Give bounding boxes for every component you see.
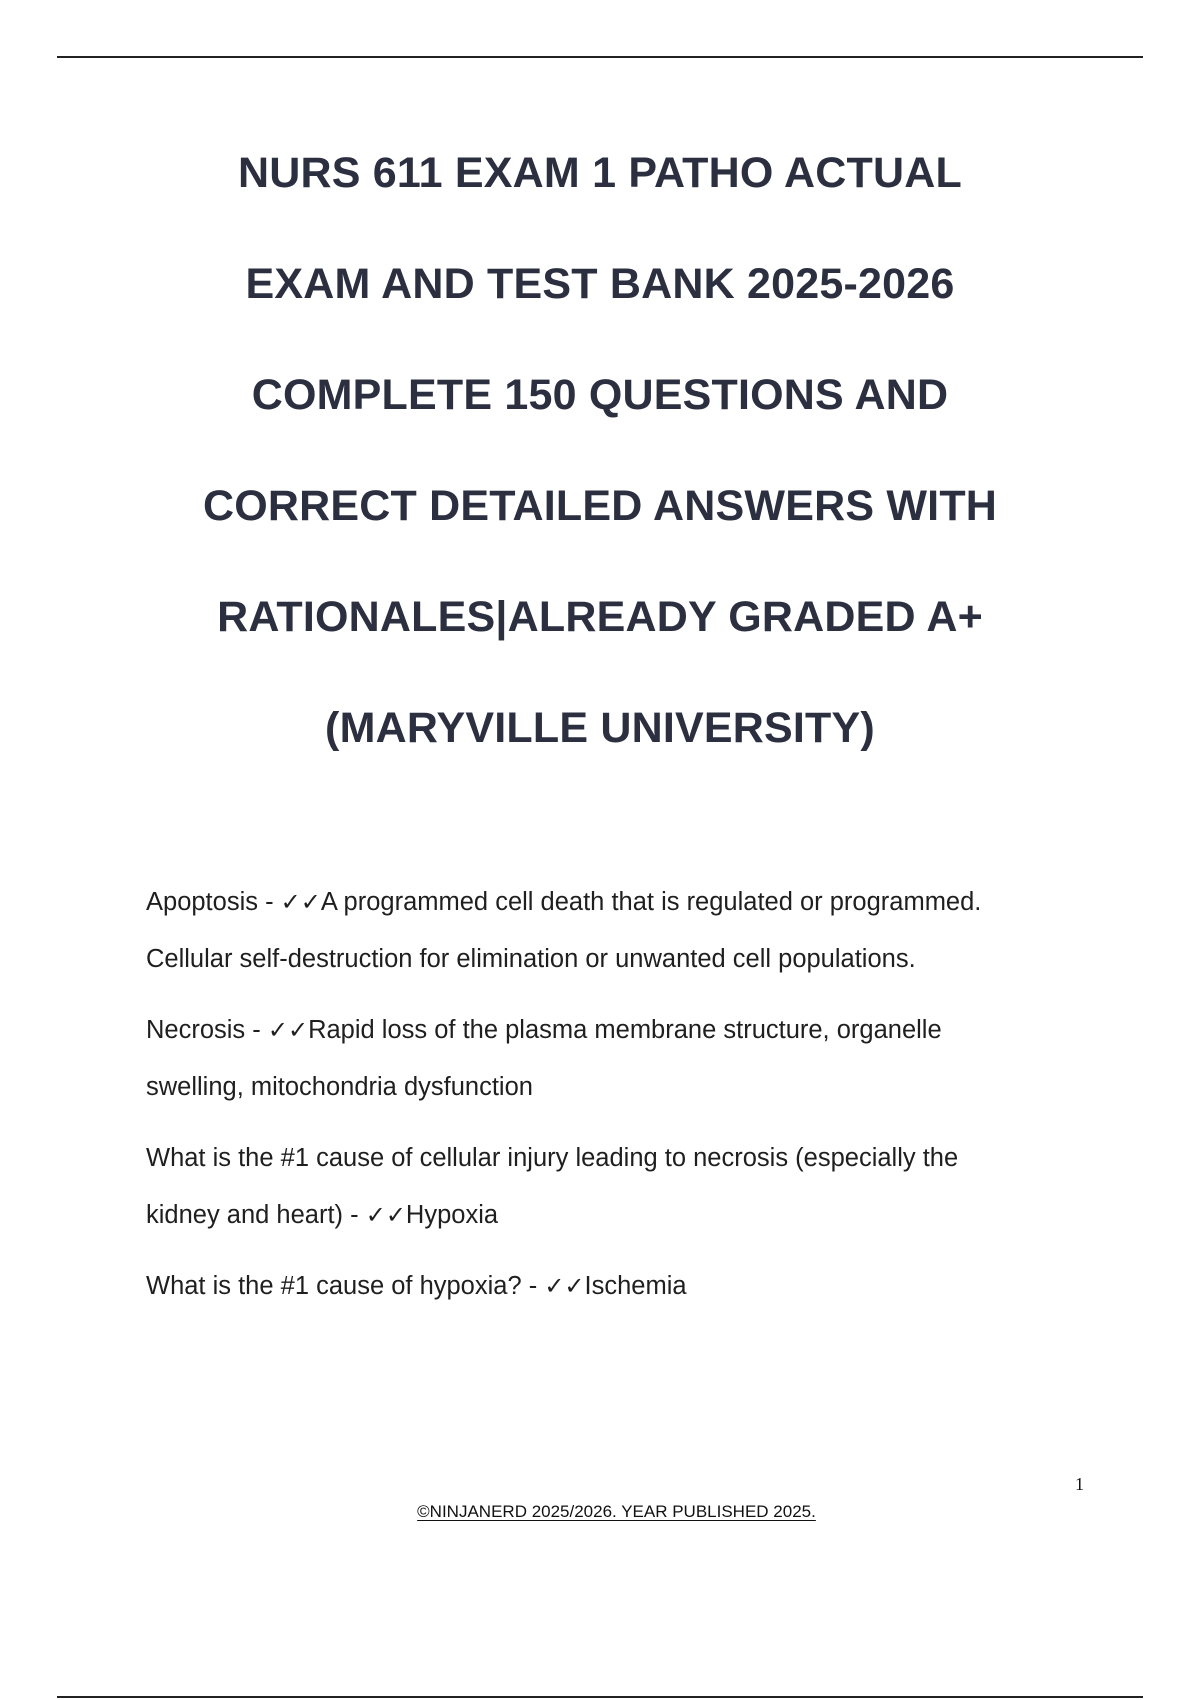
question: kidney and heart) - (146, 1201, 366, 1229)
qa-line (146, 1180, 1106, 1250)
qa-line: Cellular self-destruction for elimination or unwanted cell populations. (146, 945, 916, 973)
qa-line: What is the #1 cause of cellular injury leading to necrosis (especially the (146, 1144, 959, 1172)
title-line: (MARYVILLE UNIVERSITY) (325, 704, 875, 752)
qa-entry-apoptosis (146, 880, 1106, 994)
answer: Hypoxia (405, 1201, 499, 1229)
page-number: 1 (1075, 1474, 1084, 1494)
title-line: COMPLETE 150 QUESTIONS AND (251, 371, 949, 419)
check-mark-icon: ✓✓ (544, 1272, 585, 1300)
term: Necrosis - (146, 1016, 268, 1044)
title-line: CORRECT DETAILED ANSWERS WITH (202, 482, 998, 530)
definition: Rapid loss of the plasma membrane structure, organelle (308, 1016, 942, 1044)
check-mark-icon: ✓✓ (280, 888, 321, 916)
qa-line (146, 1008, 1106, 1052)
answer: Ischemia (584, 1272, 687, 1300)
title-line: NURS 611 EXAM 1 PATHO ACTUAL (238, 149, 962, 197)
definition: A programmed cell death that is regulated or programmed. (320, 888, 982, 916)
qa-entry-necrosis (146, 1008, 1106, 1122)
qa-entry-hypoxia-cause (146, 1264, 1106, 1308)
qa-list (146, 880, 1106, 1322)
title-line: EXAM AND TEST BANK 2025-2026 (245, 260, 955, 308)
term: Apoptosis - (146, 888, 281, 916)
question: What is the #1 cause of hypoxia? - (146, 1272, 545, 1300)
qa-line (146, 880, 1106, 924)
bottom-rule (57, 1696, 1143, 1698)
check-mark-icon: ✓✓ (267, 1016, 309, 1044)
footer-text: ©NINJANERD 2025/2026. YEAR PUBLISHED 2025. (417, 1502, 816, 1521)
qa-line (146, 1264, 1106, 1308)
qa-entry-necrosis-cause (146, 1136, 1106, 1250)
qa-line: swelling, mitochondria dysfunction (146, 1073, 533, 1101)
title-line: RATIONALES|ALREADY GRADED A+ (217, 593, 983, 641)
footer-copyright (0, 1502, 1200, 1522)
top-rule (57, 56, 1143, 58)
check-mark-icon: ✓✓ (365, 1201, 406, 1229)
document-title (100, 118, 1100, 784)
